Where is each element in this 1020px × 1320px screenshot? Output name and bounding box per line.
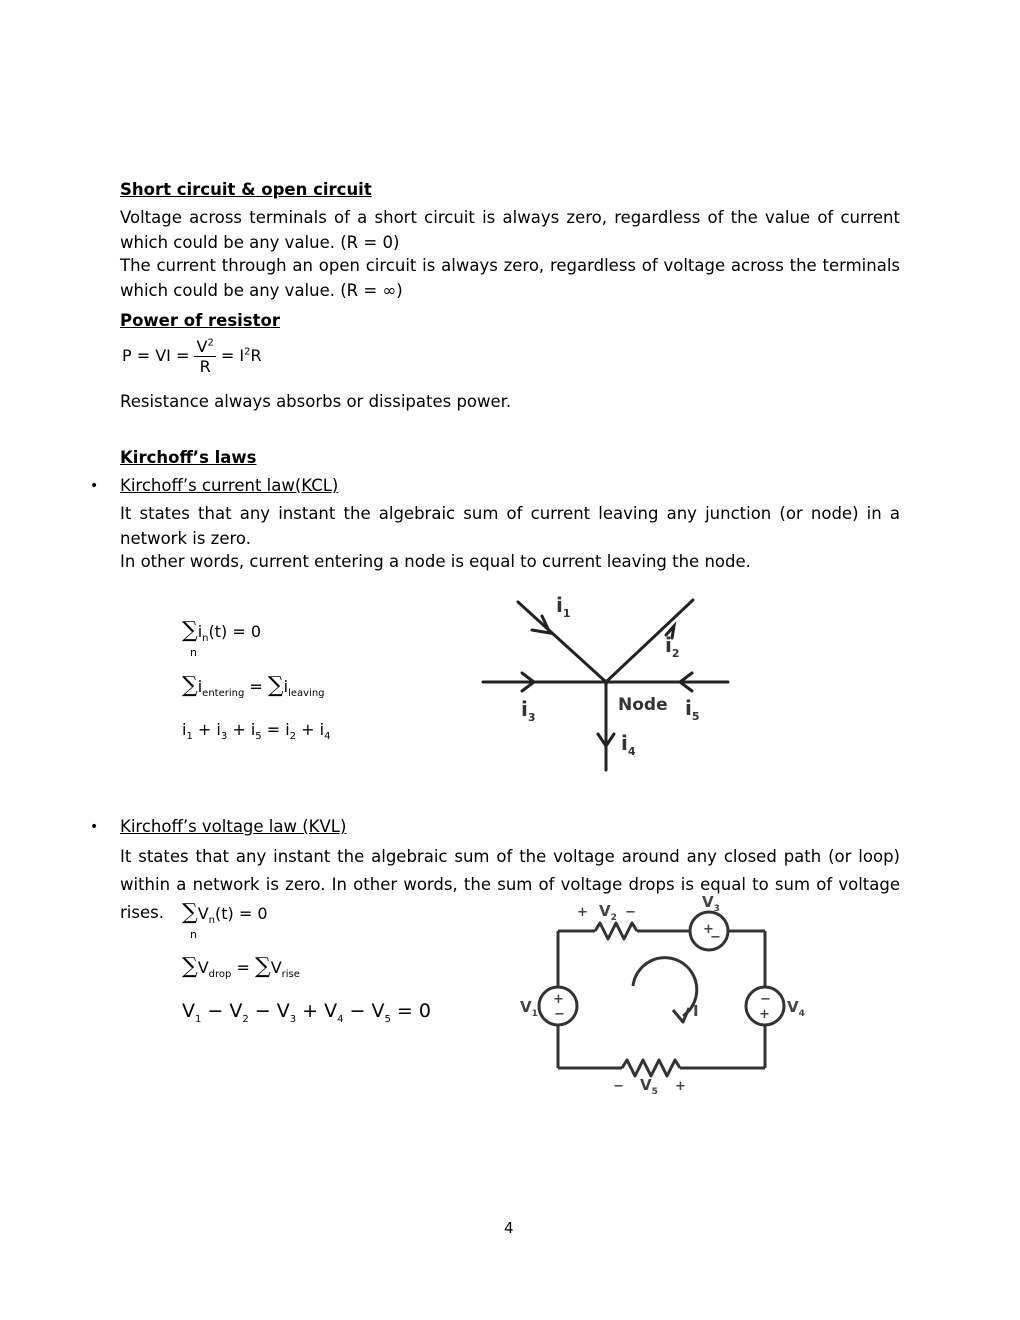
sigma-symbol: ∑ [182,618,198,643]
power-eq-rhs-post: R [250,346,262,365]
eq-term: = 0 [390,1000,431,1022]
eq-term: − V [343,1000,385,1022]
open-circuit-text: The current through an open circuit is always zero, regardless of voltage across the terminals which could be any value. [120,256,900,300]
sigma-symbol: ∑ [182,900,198,925]
kvl-eq2-sub2: rise [281,969,300,981]
label-i1: $i_1$ [556,593,571,620]
kcl-eq2-mid: = [249,677,263,696]
arrow-icon [673,1008,689,1022]
plus-sign: + [675,1079,686,1094]
kcl-title: Kirchoff’s current law(KCL) [120,476,339,495]
kvl-eq1-sub: n [208,915,216,927]
eq-sub: 4 [337,1013,344,1025]
eq-term: V [182,1000,195,1022]
kcl-paragraph-2: In other words, current entering a node is equal to current leaving the node. [120,552,751,571]
power-frac-denominator: R [199,357,211,376]
kvl-eq2-v1: V [197,958,209,977]
sigma-symbol: ∑ [267,673,284,698]
minus-sign: − [625,905,636,920]
eq-term: − V [201,1000,243,1022]
minus-sign: − [554,1007,565,1022]
label-v5: $V_5$ [640,1076,658,1097]
minus-sign: − [710,930,721,945]
eq-sub: 5 [384,1013,391,1025]
label-v2: $V_2$ [599,902,617,923]
kcl-equation-3 [182,720,330,742]
bullet-kvl: • [90,819,99,835]
plus-sign: + [703,922,714,937]
sigma-symbol: ∑ [182,673,198,698]
eq-sub: 3 [289,1013,297,1025]
plus-sign: + [759,1007,770,1022]
label-i3: $i_3$ [521,697,536,724]
sigma-symbol: ∑ [182,954,198,979]
power-fraction [194,337,215,376]
kvl-title: Kirchoff’s voltage law (KVL) [120,817,347,836]
kcl-eq1-sigma-sub: n [190,646,197,659]
eq-sub: 5 [255,731,262,743]
kvl-eq1-rest: (t) = 0 [215,904,268,923]
eq-term: + i [227,720,256,739]
kcl-eq1-rest: (t) = 0 [208,622,262,641]
eq-term: + i [192,720,221,739]
plus-sign: + [577,905,588,920]
eq-sub: 1 [186,731,193,743]
eq-sub: 4 [324,731,331,743]
bullet-kcl: • [90,478,99,494]
eq-sub: 2 [289,731,297,743]
kvl-equation-1 [182,900,268,926]
eq-term: i [182,720,187,739]
power-eq-rhs-pre: = I [220,346,245,365]
power-eq-lhs: P = VI = [122,346,190,365]
eq-term: + i [296,720,325,739]
eq-term: = i [261,720,290,739]
kvl-paragraph-1: It states that any instant the algebraic sum of the voltage around any closed path (or loop) within a network is zero. In other words, the sum of voltage drops is equal to sum of voltage rises. [120,847,900,922]
kcl-equation-1 [182,618,261,644]
label-i4: $i_4$ [621,731,636,758]
kvl-eq1-sigma-sub: n [190,928,197,941]
branch-i2 [606,600,693,682]
kvl-circuit-diagram [515,888,815,1098]
page-number: 4 [504,1219,514,1237]
section-heading-power: Power of resistor [120,311,280,330]
power-equation [122,337,262,376]
power-frac-numerator-sup: 2 [207,337,214,349]
label-node: Node [618,695,668,715]
label-v1: $V_1$ [520,998,538,1019]
eq-sub: 2 [242,1013,249,1025]
section-heading-short-open: Short circuit & open circuit [120,180,372,199]
open-circuit-resistance: (R = ∞) [340,280,403,300]
power-frac-numerator: V [196,337,208,356]
kcl-node-diagram [478,590,738,780]
label-v4: $V_4$ [787,998,805,1019]
resistor-v5 [622,1060,680,1076]
label-loop-current: I [693,1002,699,1020]
kvl-equation-3 [182,1000,431,1025]
kvl-eq1-v: V [197,904,209,923]
kcl-eq2-sub2: leaving [288,688,325,700]
kcl-eq2-i2: i [283,677,289,696]
kcl-eq2-sub1: entering [202,688,245,700]
minus-sign: − [613,1079,624,1094]
sigma-symbol: ∑ [254,954,271,979]
kvl-equation-2 [182,954,300,980]
kcl-eq1-i: i [197,622,203,641]
short-circuit-paragraph: Voltage across terminals of a short circuit is always zero, regardless of the value of current which could be any value. (R = 0) [120,208,900,252]
section-heading-kirchhoff: Kirchoff’s laws [120,448,257,467]
eq-term: − V [248,1000,290,1022]
open-circuit-paragraph [120,254,900,303]
label-i5: $i_5$ [685,696,700,723]
eq-term: + V [296,1000,338,1022]
eq-sub: 1 [195,1013,202,1025]
power-note: Resistance always absorbs or dissipates power. [120,392,512,411]
eq-sub: 3 [220,731,228,743]
kcl-equation-2 [182,673,325,699]
kcl-paragraph-1: It states that any instant the algebraic sum of current leaving any junction (or node) in a network is zero. [120,504,900,548]
kcl-eq2-i1: i [197,677,203,696]
node-dot [604,680,609,685]
label-i2: $i_2$ [665,633,680,660]
kvl-eq2-mid: = [236,958,250,977]
resistor-v2 [595,923,637,939]
loop-arrow [633,958,697,1016]
kcl-eq1-sub: n [202,633,209,645]
label-v3: $V_3$ [702,893,720,914]
minus-sign: − [760,992,771,1007]
kvl-eq2-sub1: drop [208,969,232,981]
plus-sign: + [553,992,564,1007]
kvl-eq2-v2: V [270,958,282,977]
power-eq-rhs-sup: 2 [244,346,251,358]
